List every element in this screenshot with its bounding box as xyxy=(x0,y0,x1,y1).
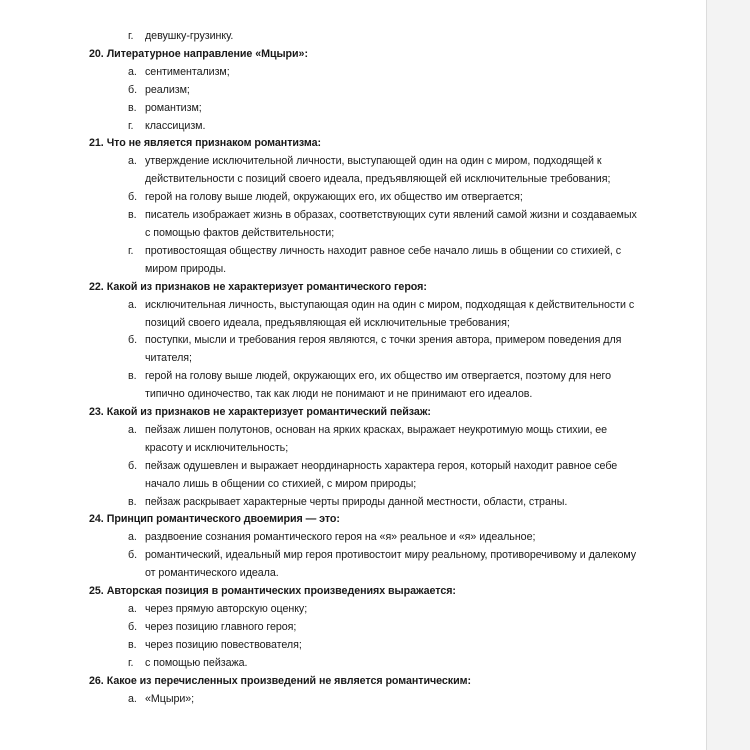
answer-option xyxy=(128,619,643,637)
option-text: пейзаж одушевлен и выражает неординарность характера героя, который находит равное себе начало лишь в общении со стихией, с миром природы; xyxy=(145,459,618,490)
option-text: герой на голову выше людей, окружающих его, их общество им отвергается; xyxy=(145,191,523,204)
option-marker: в. xyxy=(128,101,137,114)
question-25 xyxy=(0,583,706,673)
option-text: романтический, идеальный мир героя противостоит миру реальному, противоречивому и далекому от романтического идеала. xyxy=(145,549,637,580)
answer-option xyxy=(128,601,643,619)
option-marker: а. xyxy=(128,65,137,78)
option-text: пейзаж лишен полутонов, основан на ярких красках, выражает неукротимую мощь стихии, ее красоту и исключительность; xyxy=(145,423,608,454)
option-marker: а. xyxy=(128,155,137,168)
option-marker: б. xyxy=(128,83,137,96)
option-text: пейзаж раскрывает характерные черты природы данной местности, области, страны. xyxy=(145,495,568,508)
question-heading xyxy=(89,404,706,422)
option-marker: а. xyxy=(128,603,137,615)
answer-option xyxy=(128,332,643,368)
option-marker: а. xyxy=(128,423,137,436)
question-heading xyxy=(89,46,706,64)
question-number: 21. xyxy=(89,137,104,150)
question-number: 24. xyxy=(89,513,104,526)
option-text: классицизм. xyxy=(145,119,206,132)
option-marker: б. xyxy=(128,549,137,562)
option-text: писатель изображает жизнь в образах, соответствующих сути явлений самой жизни и создаваемых с помощью фактов действительности; xyxy=(145,209,637,239)
question-text: Какой из признаков не характеризует романтический пейзаж: xyxy=(106,406,431,419)
option-marker: в. xyxy=(128,370,137,383)
document-body xyxy=(0,28,706,708)
question-20 xyxy=(0,46,706,136)
question-number: 22. xyxy=(89,280,104,293)
option-marker: а. xyxy=(128,531,137,544)
answer-option xyxy=(128,494,643,512)
option-text: поступки, мысли и требования героя являются, с точки зрения автора, примером поведения для читателя; xyxy=(145,334,622,365)
option-marker: а. xyxy=(128,298,137,311)
question-number: 20. xyxy=(89,47,104,60)
answer-option xyxy=(128,655,643,673)
option-marker: б. xyxy=(128,459,137,472)
question-text: Какое из перечисленных произведений не является романтическим: xyxy=(106,674,471,687)
question-21 xyxy=(0,135,706,278)
option-marker: б. xyxy=(128,620,137,633)
question-number: 26. xyxy=(89,674,104,687)
answer-option xyxy=(128,28,643,46)
question-22 xyxy=(0,279,706,404)
option-text: девушку-грузинку. xyxy=(145,30,234,42)
answer-option xyxy=(128,637,643,655)
answer-option xyxy=(128,100,643,118)
question-text: Принцип романтического двоемирия — это: xyxy=(106,513,340,526)
option-text: раздвоение сознания романтического героя на «я» реальное и «я» идеальное; xyxy=(145,531,536,544)
answer-option xyxy=(128,547,643,583)
option-text: противостоящая обществу личность находит равное себе начало лишь в общении со стихией, с миром природы. xyxy=(145,244,622,275)
answer-option xyxy=(128,153,643,189)
question-heading xyxy=(89,673,706,691)
answer-option xyxy=(128,118,643,136)
option-marker: г. xyxy=(128,656,134,669)
question-number: 25. xyxy=(89,585,104,598)
option-text: романтизм; xyxy=(145,101,202,114)
option-marker: г. xyxy=(128,119,134,132)
option-marker: г. xyxy=(128,30,134,42)
question-26 xyxy=(0,673,706,709)
question-number: 23. xyxy=(89,406,104,419)
question-text: Литературное направление «Мцыри»: xyxy=(106,47,308,60)
question-heading xyxy=(89,279,706,297)
question-text: Авторская позиция в романтических произведениях выражается: xyxy=(106,585,456,598)
option-text: «Мцыри»; xyxy=(145,692,195,705)
option-text: реализм; xyxy=(145,83,190,96)
option-text: утверждение исключительной личности, выступающей один на один с миром, подходящей к действительности с позиций своего идеала, предъявляющей ей исключительные требования; xyxy=(145,155,611,186)
option-marker: в. xyxy=(128,209,137,222)
answer-option xyxy=(128,82,643,100)
option-marker: б. xyxy=(128,334,137,347)
option-text: герой на голову выше людей, окружающих его, их общество им отвергается, поэтому для него типично одиночество, так как люди не понимают и не принимают его идеалов. xyxy=(145,370,611,401)
option-text: через прямую авторскую оценку; xyxy=(145,603,308,615)
option-text: через позицию главного героя; xyxy=(145,620,297,633)
answer-option xyxy=(128,64,643,82)
question-heading xyxy=(89,511,706,529)
option-text: исключительная личность, выступающая один на один с миром, подходящая к действительности с позиций своего идеала, предъявляющая ей исключительные требования; xyxy=(145,298,635,329)
question-23 xyxy=(0,404,706,511)
option-marker: а. xyxy=(128,692,137,705)
answer-option xyxy=(128,691,643,709)
question-text: Какой из признаков не характеризует романтического героя: xyxy=(106,280,427,293)
answer-option xyxy=(128,458,645,494)
option-marker: б. xyxy=(128,191,137,204)
answer-option xyxy=(128,529,643,547)
question-text: Что не является признаком романтизма: xyxy=(106,137,322,150)
answer-option xyxy=(128,207,643,243)
option-text: через позицию повествователя; xyxy=(145,638,302,651)
option-marker: г. xyxy=(128,244,134,257)
answer-option xyxy=(128,368,643,404)
answer-option xyxy=(128,422,643,458)
question-heading xyxy=(89,583,706,601)
question-heading xyxy=(89,135,706,153)
option-text: сентиментализм; xyxy=(145,65,230,78)
answer-option xyxy=(128,297,643,333)
option-marker: в. xyxy=(128,495,137,508)
option-marker: в. xyxy=(128,638,137,651)
answer-option xyxy=(128,243,643,279)
answer-option xyxy=(128,189,643,207)
option-text: с помощью пейзажа. xyxy=(145,656,248,669)
question-24 xyxy=(0,511,706,583)
